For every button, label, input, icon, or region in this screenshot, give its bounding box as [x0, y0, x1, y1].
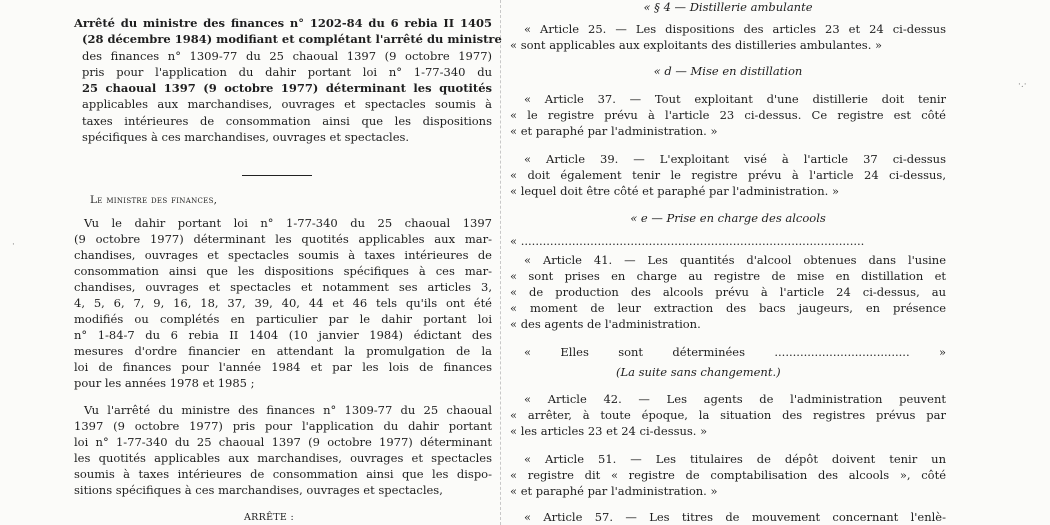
- article-line: « et paraphé par l'administration. »: [510, 484, 718, 498]
- decree-title-line: 25 chaoual 1397 (9 octobre 1977) déterminant les quotités: [82, 81, 492, 95]
- article-line: « doit également tenir le registre prévu à l'article 24 ci-dessus,: [510, 168, 946, 182]
- decree-title-line: taxes intérieures de consommation ainsi que les dispositions: [82, 114, 492, 128]
- section-rule: [242, 175, 312, 176]
- decree-title-line: des finances n° 1309-77 du 25 chaoual 1397 (9 octobre 1977): [82, 49, 492, 63]
- scan-speck: ·: [12, 240, 15, 250]
- recital-line: mesures d'ordre financier en attendant la promulgation de la: [74, 344, 492, 358]
- article-line: « arrêter, à toute époque, la situation des registres prévus par: [510, 408, 946, 422]
- article-line: « lequel doit être côté et paraphé par l'administration. »: [510, 184, 839, 198]
- recital-line: les quotités applicables aux marchandises, ouvrages et spectacles: [74, 451, 492, 465]
- article-line: « Article 42. — Les agents de l'administration peuvent: [524, 392, 946, 406]
- article-line: « et paraphé par l'administration. »: [510, 124, 718, 138]
- recital-line: modifiés ou complétés en particulier par le dahir portant loi: [74, 312, 492, 326]
- decree-title-line: pris pour l'application du dahir portant loi n° 1-77-340 du: [82, 65, 492, 79]
- article-line: « Article 51. — Les titulaires de dépôt doivent tenir un: [524, 452, 946, 466]
- recital-line: Vu le dahir portant loi n° 1-77-340 du 25 chaoual 1397: [84, 216, 492, 230]
- article-line: « de production des alcools prévu à l'article 24 ci-dessus, au: [510, 285, 946, 299]
- recital-line: 1397 (9 octobre 1977) pris pour l'application du dahir portant: [74, 419, 492, 433]
- article-line: « le registre prévu à l'article 23 ci-dessus. Ce registre est côté: [510, 108, 946, 122]
- decree-title-line: applicables aux marchandises, ouvrages et spectacles soumis à: [82, 97, 492, 111]
- minister-heading: Le ministre des finances,: [90, 194, 218, 206]
- recital-line: Vu l'arrêté du ministre des finances n° 1309-77 du 25 chaoual: [84, 403, 492, 417]
- article-line: « Article 39. — L'exploitant visé à l'article 37 ci-dessus: [524, 152, 946, 166]
- arrete-heading: ARRÊTE :: [244, 512, 294, 523]
- recital-line: chandises, ouvrages et spectacles soumis à taxes intérieures de: [74, 248, 492, 262]
- decree-title-line: (28 décembre 1984) modifiant et complétant l'arrêté du ministre: [82, 32, 502, 46]
- recital-line: loi n° 1-77-340 du 25 chaoual 1397 (9 octobre 1977) déterminant: [74, 435, 492, 449]
- recital-line: 4, 5, 6, 7, 9, 16, 18, 37, 39, 40, 44 et 46 tels qu'ils ont été: [74, 296, 492, 310]
- article-line: « sont applicables aux exploitants des distilleries ambulantes. »: [510, 38, 883, 52]
- article-line: « moment de leur extraction des bacs jaugeurs, en présence: [510, 301, 946, 315]
- recital-line: sitions spécifiques à ces marchandises, ouvrages et spectacles,: [74, 483, 443, 497]
- recital-line: soumis à taxes intérieures de consommation ainsi que les dispo-: [74, 467, 492, 481]
- column-divider: [500, 0, 501, 525]
- article-line: « registre dit « registre de comptabilisation des alcools », côté: [510, 468, 946, 482]
- recital-line: pour les années 1978 et 1985 ;: [74, 376, 255, 390]
- subsection-heading: « e — Prise en charge des alcools: [630, 211, 826, 225]
- elided-text-dots: « ..............................................................................................: [510, 234, 865, 248]
- scan-speck: ·.·: [1018, 80, 1027, 90]
- article-line: « les articles 23 et 24 ci-dessus. »: [510, 424, 708, 438]
- recital-line: (9 octobre 1977) déterminant les quotités applicables aux mar-: [74, 232, 492, 246]
- article-line: « Article 41. — Les quantités d'alcool obtenues dans l'usine: [524, 253, 946, 267]
- subsection-heading: « d — Mise en distillation: [653, 64, 803, 78]
- recital-line: consommation ainsi que les dispositions spécifiques à ces mar-: [74, 264, 492, 278]
- article-line: « des agents de l'administration.: [510, 317, 701, 331]
- elided-sentence: « Elles sont déterminées ..................................... »: [524, 345, 946, 359]
- decree-title-line: spécifiques à ces marchandises, ouvrages et spectacles.: [82, 130, 410, 144]
- article-57-line: « Article 57. — Les titres de mouvement concernant l'enlè-: [524, 510, 946, 524]
- article-line: « Article 25. — Les dispositions des articles 23 et 24 ci-dessus: [524, 22, 946, 36]
- article-line: « sont prises en charge au registre de mise en distillation et: [510, 269, 946, 283]
- continuation-note: (La suite sans changement.): [616, 365, 781, 379]
- decree-title-line: Arrêté du ministre des finances n° 1202-84 du 6 rebia II 1405: [74, 16, 492, 30]
- subsection-heading: « § 4 — Distillerie ambulante: [643, 0, 813, 14]
- recital-line: chandises, ouvrages et spectacles et notamment ses articles 3,: [74, 280, 492, 294]
- recital-line: loi de finances pour l'année 1984 et par les lois de finances: [74, 360, 492, 374]
- article-line: « Article 37. — Tout exploitant d'une distillerie doit tenir: [524, 92, 946, 106]
- recital-line: n° 1-84-7 du 6 rebia II 1404 (10 janvier 1984) édictant des: [74, 328, 492, 342]
